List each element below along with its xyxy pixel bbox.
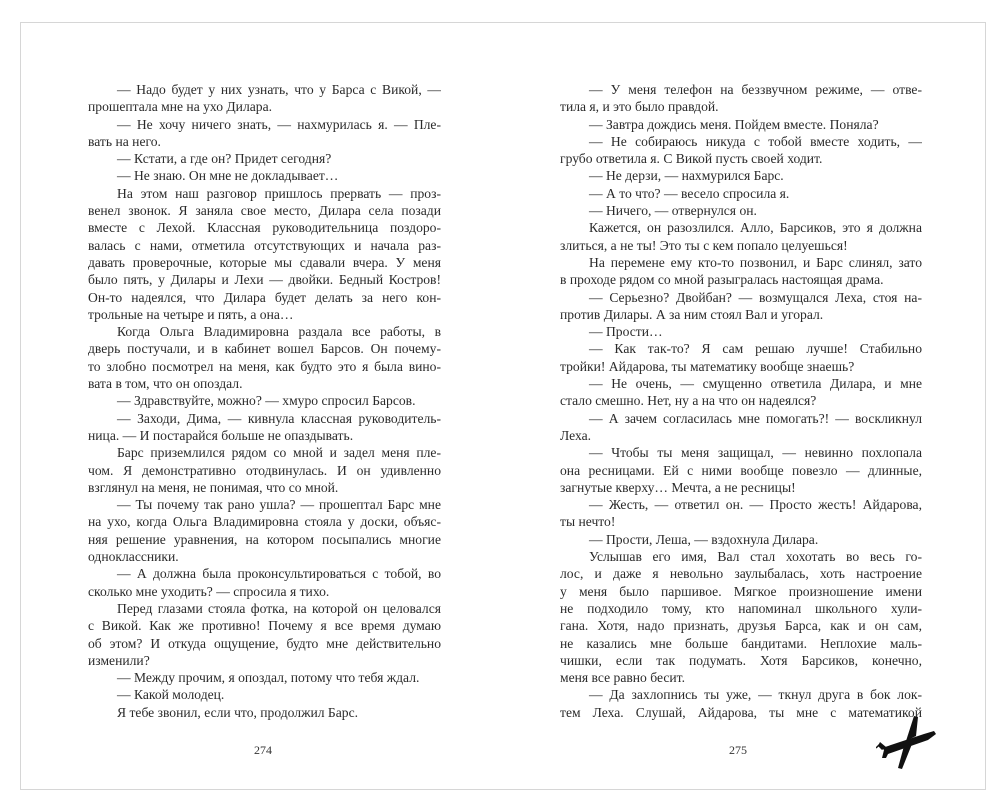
paragraph: [88, 600, 441, 669]
text-line: — Прости, Леша, — вздохнула Дилара.: [589, 531, 819, 547]
paragraph: [88, 323, 441, 392]
text-line: няя решение уравнения, на котором посыпались многие: [88, 531, 441, 547]
text-line: Кажется, он разозлился. Алло, Барсиков, это я должна: [589, 220, 922, 236]
paragraph: [560, 219, 922, 254]
text-line: вместе с Лехой. Классная руководительница поздоро-: [88, 220, 441, 236]
text-line: трольные на четыре и пять, а она…: [88, 306, 294, 322]
paragraph: [88, 116, 441, 151]
text-line: на ухо, когда Ольга Владимировна стояла у доски, объяс-: [88, 514, 441, 530]
text-line: — Завтра дождись меня. Пойдем вместе. Поняла?: [589, 116, 879, 132]
text-line: Барс приземлился рядом со мной и задел меня пле-: [117, 445, 441, 461]
text-line: загнутые кверху… Мечта, а не ресницы!: [560, 479, 796, 495]
text-line: с Викой. Как же противно! Почему я все время думаю: [88, 618, 441, 634]
paragraph: [560, 116, 922, 133]
text-line: дверь постучали, и в кабинет вошел Барсов. Он почему-: [88, 341, 441, 357]
text-line: — Да захлопнись ты уже, — ткнул друга в бок лок-: [589, 687, 922, 703]
text-line: — Чтобы ты меня защищал, — невинно похлопала: [589, 445, 922, 461]
paragraph: [560, 202, 922, 219]
paragraph: [88, 185, 441, 323]
text-line: — Не хочу ничего знать, — нахмурилась я. — Пле-: [117, 116, 441, 132]
text-line: не подходило тому, кто напоминал школьного хули-: [560, 600, 922, 616]
paragraph: [560, 410, 922, 445]
text-line: у меня было паршивое. Мягкое произношение имени: [560, 583, 922, 599]
text-line: Перед глазами стояла фотка, на которой он целовался: [117, 600, 441, 616]
text-line: в проходе рядом со мной разыгралась настоящая драма.: [560, 272, 884, 288]
page-number-right: 275: [729, 743, 747, 757]
text-line: — Заходи, Дима, — кивнула классная руководитель-: [117, 410, 441, 426]
text-line: Леха.: [560, 427, 592, 443]
text-line: стало смешно. Нет, ну а на что он надеялся?: [560, 393, 817, 409]
paragraph: [88, 669, 441, 686]
paragraph: [560, 81, 922, 116]
text-line: — Как так-то? Я сам решаю лучше! Стабильно: [589, 341, 922, 357]
text-line: валась с нами, отметила отсутствующих и начала раз-: [88, 237, 441, 253]
paragraph: [560, 444, 922, 496]
text-line: изменили?: [88, 652, 150, 668]
text-line: Он-то надеялся, что Дилара будет делать за него кон-: [88, 289, 441, 305]
text-line: давать проверочные, которые мы сдавали вчера. У меня: [88, 254, 441, 270]
text-line: — Ничего, — отвернулся он.: [589, 203, 757, 219]
airplane-icon: [876, 714, 938, 770]
text-line: — Прости…: [589, 324, 663, 340]
text-line: прошептала мне на ухо Дилара.: [88, 99, 273, 115]
paragraph: [560, 531, 922, 548]
paragraph: [88, 496, 441, 565]
paragraph: [88, 410, 441, 445]
text-line: одноклассники.: [88, 549, 179, 565]
paragraph: [560, 289, 922, 324]
text-line: гана. Хотя, надо признать, друзья Барса, как и он сам,: [560, 618, 922, 634]
text-line: Услышав его имя, Вал стал хохотать во весь го-: [589, 549, 922, 565]
paragraph: [560, 167, 922, 184]
text-line: — Кстати, а где он? Придет сегодня?: [117, 151, 332, 167]
text-line: тила я, и это было правдой.: [560, 99, 719, 115]
text-line: — А должна была проконсультироваться с тобой, во: [117, 566, 441, 582]
text-line: сколько мне уходить? — спросила я тихо.: [88, 583, 330, 599]
text-line: — Не собираюсь никуда с тобой вместе ходить, —: [589, 133, 922, 149]
text-line: — Жесть, — ответил он. — Просто жесть! Айдарова,: [589, 497, 922, 513]
text-line: злиться, а не ты! Это ты с кем попало целуешься!: [560, 237, 848, 253]
paragraph: [88, 686, 441, 703]
text-line: На этом наш разговор пришлось прервать — проз-: [117, 185, 441, 201]
paragraph: [88, 167, 441, 184]
text-line: На перемене ему кто-то позвонил, и Барс слинял, зато: [589, 254, 922, 270]
text-line: — Не очень, — смущенно ответила Дилара, и мне: [589, 376, 922, 392]
left-page-text: [88, 81, 441, 721]
text-line: Когда Ольга Владимировна раздала все работы, в: [117, 324, 441, 340]
text-line: — Серьезно? Двойбан? — возмущался Леха, стоя на-: [589, 289, 922, 305]
paragraph: [88, 392, 441, 409]
text-line: тем Леха. Слушай, Айдарова, ты мне с математикой: [560, 704, 922, 720]
text-line: было пять, у Дилары и Лехи — двойки. Бедный Костров!: [88, 272, 441, 288]
text-line: — Ты почему так рано ушла? — прошептал Барс мне: [117, 497, 441, 513]
text-line: не казались мне больше бандитами. Неплохие маль-: [560, 635, 922, 651]
text-line: против Дилары. А за ним стоял Вал и угорал.: [560, 306, 824, 322]
text-line: — А то что? — весело спросила я.: [589, 185, 790, 201]
text-line: — А зачем согласилась мне помогать?! — воскликнул: [589, 410, 922, 426]
paragraph: [560, 133, 922, 168]
paragraph: [560, 548, 922, 686]
text-line: взглянул на меня, не понимая, что со мной.: [88, 479, 339, 495]
paragraph: [88, 81, 441, 116]
paragraph: [560, 323, 922, 340]
paragraph: [560, 185, 922, 202]
text-line: об этом? И откуда ощущение, будто мне действительно: [88, 635, 441, 651]
paragraph: [560, 496, 922, 531]
paragraph: [560, 340, 922, 375]
paragraph: [88, 150, 441, 167]
text-line: чом. Я демонстративно отодвинулась. И он удивленно: [88, 462, 441, 478]
text-line: — Между прочим, я опоздал, потому что тебя ждал.: [117, 670, 420, 686]
text-line: вата в том, что он опоздал.: [88, 376, 243, 392]
text-line: — Не знаю. Он мне не докладывает…: [117, 168, 339, 184]
text-line: — Здравствуйте, можно? — хмуро спросил Барсов.: [117, 393, 416, 409]
text-line: то злобно посмотрел на меня, как будто это я была вино-: [88, 358, 441, 374]
paragraph: [88, 565, 441, 600]
text-line: она ресницами. Ей с ними вообще повезло — длинные,: [560, 462, 922, 478]
paragraph: [560, 254, 922, 289]
text-line: чишки, если так подумать. Хотя Барсиков, конечно,: [560, 652, 922, 668]
paragraph: [560, 686, 922, 721]
text-line: меня все равно бесит.: [560, 670, 685, 686]
text-line: ты нечто!: [560, 514, 616, 530]
text-line: — У меня телефон на беззвучном режиме, — отве-: [589, 82, 922, 97]
page-number-left: 274: [254, 743, 272, 757]
text-line: — Надо будет у них узнать, что у Барса с Викой, —: [117, 82, 441, 97]
text-line: вать на него.: [88, 133, 161, 149]
paragraph: [560, 375, 922, 410]
text-line: лос, и даже я невольно заулыбалась, хоть настроение: [560, 566, 922, 582]
paragraph: [88, 444, 441, 496]
right-page-text: [560, 81, 922, 721]
text-line: грубо ответила я. С Викой пусть своей ходит.: [560, 151, 823, 167]
text-line: тройки! Айдарова, ты математику вообще знаешь?: [560, 358, 855, 374]
text-line: венел звонок. Я заняла свое место, Дилара села позади: [88, 203, 441, 219]
text-line: Я тебе звонил, если что, продолжил Барс.: [117, 704, 358, 720]
text-line: — Не дерзи, — нахмурился Барс.: [589, 168, 784, 184]
paragraph: [88, 704, 441, 721]
text-line: ница. — И постарайся больше не опаздывать.: [88, 427, 354, 443]
text-line: — Какой молодец.: [117, 687, 225, 703]
